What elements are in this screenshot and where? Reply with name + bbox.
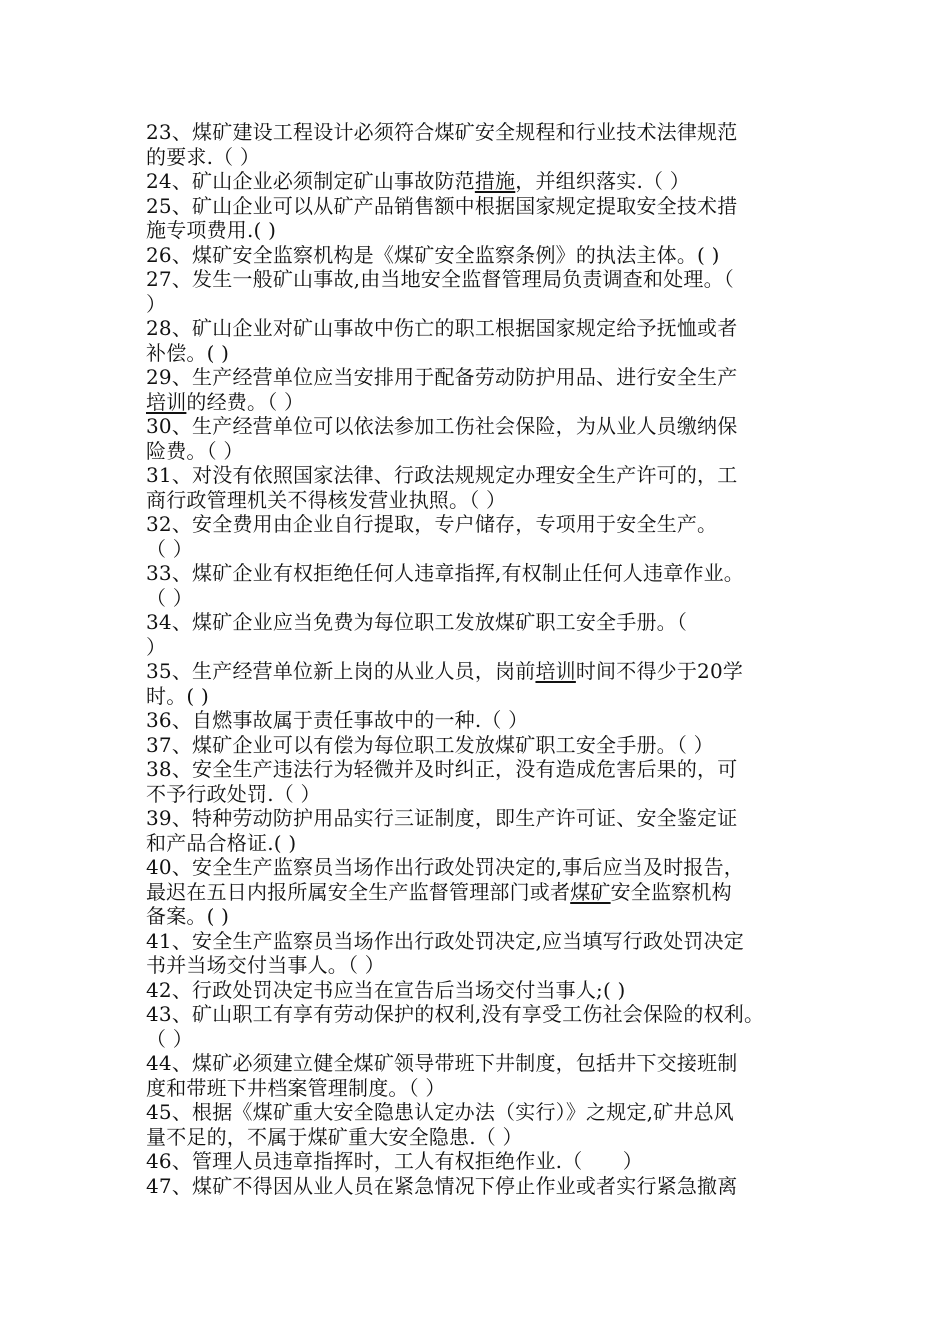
text-line: 29、生产经营单位应当安排用于配备劳动防护用品、进行安全生产 <box>146 365 738 389</box>
text-line: （ ） <box>146 585 193 610</box>
text-line: 31、对没有依照国家法律、行政法规规定办理安全生产许可的，工 <box>146 463 738 487</box>
text-line: 34、煤矿企业应当免费为每位职工发放煤矿职工安全手册。（ <box>146 610 688 634</box>
text-line: 44、煤矿必须建立健全煤矿领导带班下井制度，包括井下交接班制 <box>146 1051 738 1075</box>
text-line <box>146 390 836 415</box>
underlined-term: 措施 <box>474 169 516 193</box>
text-segment: 时间不得少于20学 <box>575 659 744 683</box>
text-line: ） <box>146 634 167 659</box>
text-segment: 安全监察机构 <box>610 879 732 904</box>
text-line: 42、行政处罚决定书应当在宣告后当场交付当事人;( ) <box>146 977 626 1002</box>
text-segment: 35、生产经营单位新上岗的从业人员，岗前 <box>146 659 536 683</box>
text-line: ） <box>146 291 167 316</box>
text-line <box>146 659 836 684</box>
text-line: 26、煤矿安全监察机构是《煤矿安全监察条例》的执法主体。( ) <box>146 242 720 267</box>
text-line: 的要求.（ ） <box>146 144 261 169</box>
text-segment: 最迟在五日内报所属安全生产监督管理部门或者 <box>146 879 571 904</box>
underlined-term: 培训 <box>535 659 576 683</box>
text-segment: 的经费。（ ） <box>186 389 305 414</box>
text-line: 32、安全费用由企业自行提取，专户储存，专项用于安全生产。 <box>146 512 718 536</box>
text-line: 46、管理人员违章指挥时，工人有权拒绝作业.（ ） <box>146 1149 644 1173</box>
text-line: 量不足的，不属于煤矿重大安全隐患.（ ） <box>146 1124 523 1149</box>
text-line: 41、安全生产监察员当场作出行政处罚决定,应当填写行政处罚决定 <box>146 928 745 953</box>
text-line: （ ） <box>146 536 193 561</box>
underlined-term: 煤矿 <box>570 879 611 904</box>
text-line: 39、特种劳动防护用品实行三证制度，即生产许可证、安全鉴定证 <box>146 806 738 830</box>
text-line: 和产品合格证.( ) <box>146 830 297 855</box>
text-line: 47、煤矿不得因从业人员在紧急情况下停止作业或者实行紧急撤离 <box>146 1173 738 1198</box>
text-line <box>146 169 836 194</box>
question-list <box>146 120 836 1198</box>
text-line: （ ） <box>146 1026 193 1051</box>
text-line: 43、矿山职工有享有劳动保护的权利,没有享受工伤社会保险的权利。 <box>146 1002 765 1026</box>
text-line: 38、安全生产违法行为轻微并及时纠正，没有造成危害后果的，可 <box>146 757 738 781</box>
text-line: 40、安全生产监察员当场作出行政处罚决定的,事后应当及时报告， <box>146 855 745 879</box>
text-line: 30、生产经营单位可以依法参加工伤社会保险，为从业人员缴纳保 <box>146 414 738 438</box>
text-line: 33、煤矿企业有权拒绝任何人违章指挥,有权制止任何人违章作业。 <box>146 561 745 585</box>
text-line: 36、自燃事故属于责任事故中的一种.（ ） <box>146 708 529 732</box>
text-segment: ，并组织落实.（ ） <box>515 169 690 193</box>
text-line: 补偿。( ) <box>146 340 230 365</box>
text-line: 45、根据《煤矿重大安全隐患认定办法（实行）》之规定,矿井总风 <box>146 1100 735 1124</box>
text-line: 备案。( ) <box>146 904 230 928</box>
text-line: 37、煤矿企业可以有偿为每位职工发放煤矿职工安全手册。（ ） <box>146 732 714 757</box>
text-line: 度和带班下井档案管理制度。（ ） <box>146 1075 446 1100</box>
text-segment: 24、矿山企业必须制定矿山事故防范 <box>146 169 475 193</box>
text-line: 险费。（ ） <box>146 438 244 463</box>
text-line: 时。( ) <box>146 683 209 708</box>
text-line: 施专项费用.( ) <box>146 218 277 242</box>
text-line: 28、矿山企业对矿山事故中伤亡的职工根据国家规定给予抚恤或者 <box>146 316 738 340</box>
text-line <box>146 880 836 905</box>
text-line: 商行政管理机关不得核发营业执照。（ ） <box>146 487 507 512</box>
text-line: 27、发生一般矿山事故,由当地安全监督管理局负责调查和处理。（ <box>146 267 735 291</box>
text-line: 23、煤矿建设工程设计必须符合煤矿安全规程和行业技术法律规范 <box>146 120 738 144</box>
underlined-term: 培训 <box>146 389 187 414</box>
text-line: 书并当场交付当事人。（ ） <box>146 953 385 977</box>
text-line: 不予行政处罚.（ ） <box>146 781 321 806</box>
text-line: 25、矿山企业可以从矿产品销售额中根据国家规定提取安全技术措 <box>146 193 738 218</box>
